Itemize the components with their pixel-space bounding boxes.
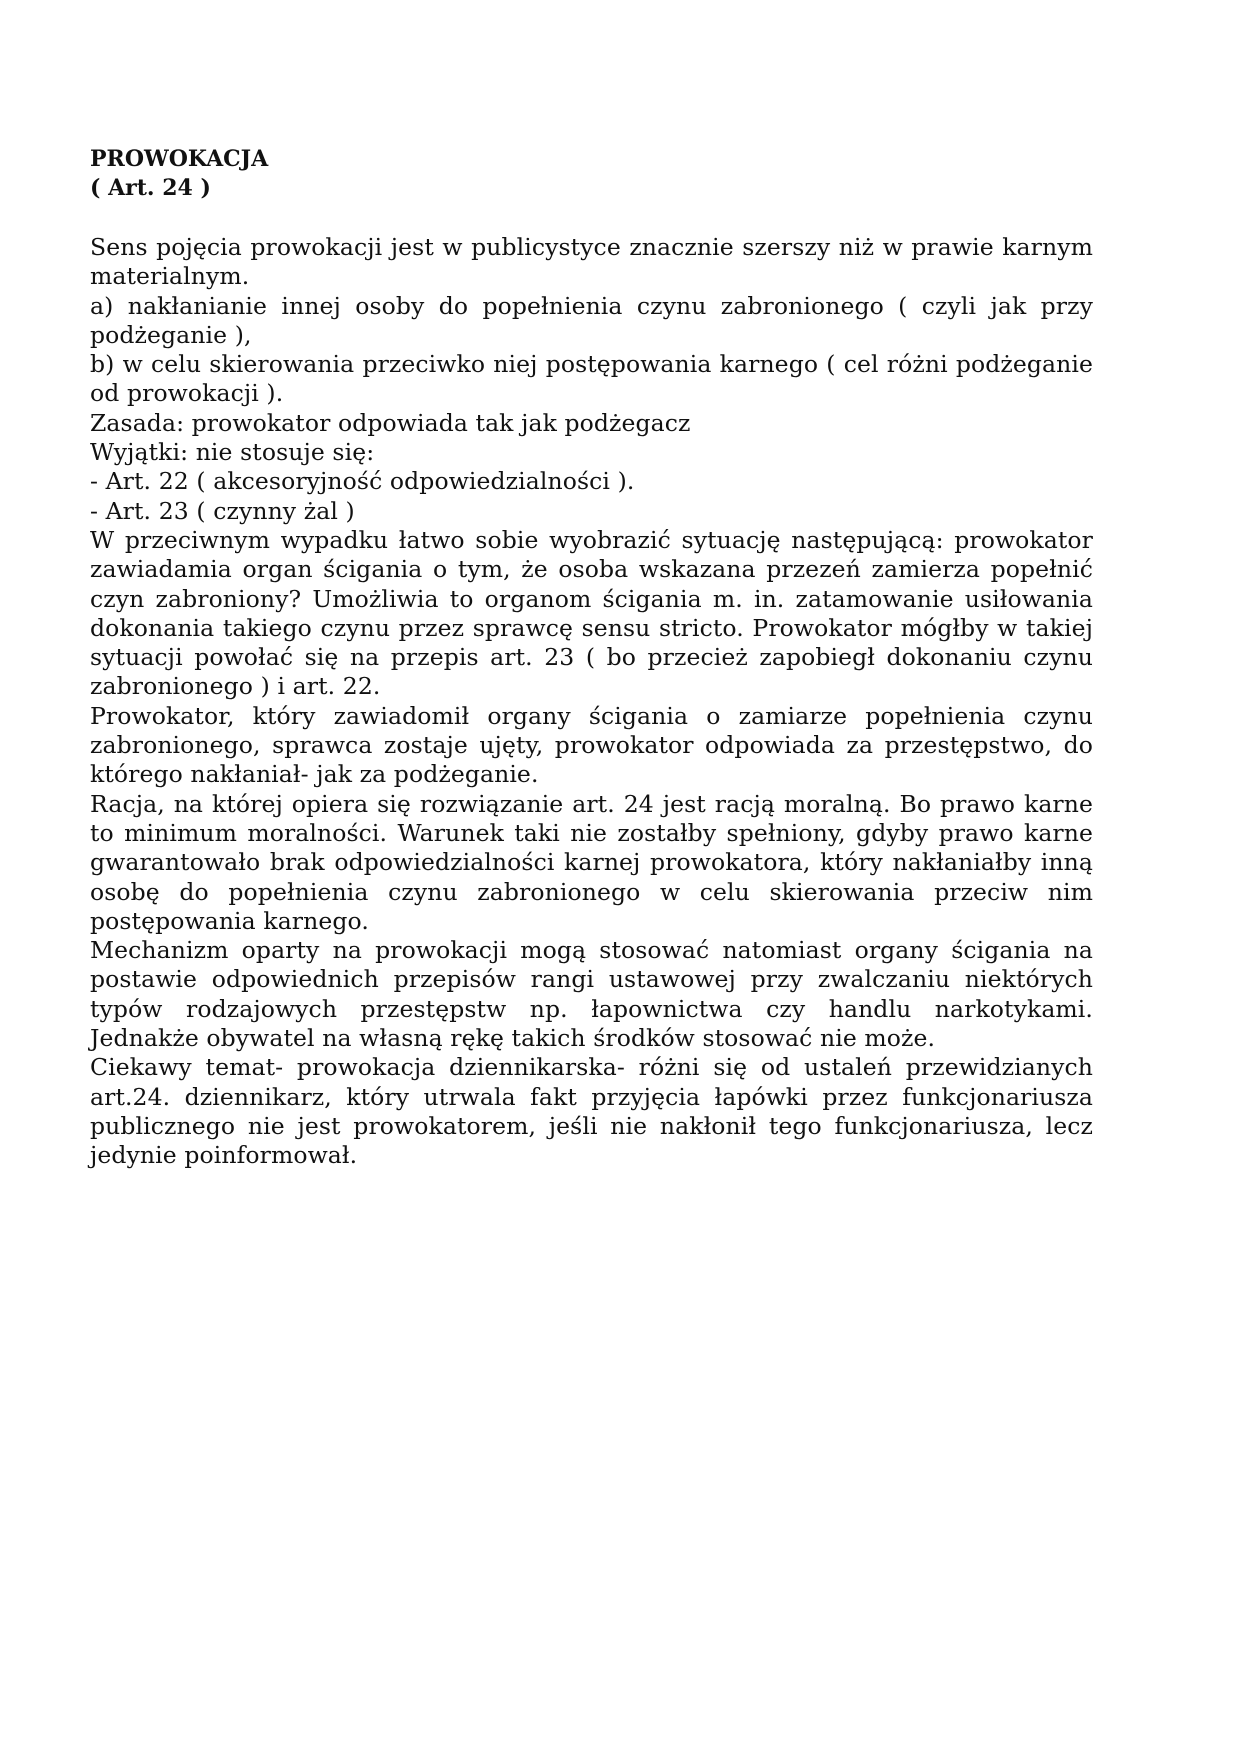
paragraph-rule: Zasada: prowokator odpowiada tak jak podżegacz xyxy=(90,408,691,437)
article-reference: ( Art. 24 ) xyxy=(90,175,211,201)
paragraph-provocateur: Prowokator, który zawiadomił organy ścigania o zamiarze popełnienia czynu zabronionego, sprawca zostaje ujęty, prowokator odpowiada za przestępstwo, do którego nakłaniał- jak za podżeganie. xyxy=(90,701,1093,789)
paragraph-point-b: b) w celu skierowania przeciwko niej postępowania karnego ( cel różni podżeganie od prowokacji ). xyxy=(90,350,1093,408)
paragraph-example: W przeciwnym wypadku łatwo sobie wyobrazić sytuację następującą: prowokator zawiadamia organ ścigania o tym, że osoba wskazana przezeń zamierza popełnić czyn zabroniony? Umożliwia to organom ścigania m. in. zatamowanie usiłowania dokonania takiego czynu przez sprawcę sensu stricto. Prowokator mógłby w takiej sytuacji powołać się na przepis art. 23 ( bo przecież zapobiegł dokonaniu czynu zabronionego ) i art. 22. xyxy=(90,525,1093,701)
paragraph-journalism: Ciekawy temat- prowokacja dziennikarska- różni się od ustaleń przewidzianych art.24. dziennikarz, który utrwala fakt przyjęcia łapówki przez funkcjonariusza publicznego nie jest prowokatorem, jeśli nie nakłonił tego funkcjonariusza, lecz jedynie poinformował. xyxy=(90,1053,1093,1170)
document-body xyxy=(90,145,1093,1171)
paragraph-exceptions: Wyjątki: nie stosuje się: xyxy=(90,438,375,467)
paragraph-intro: Sens pojęcia prowokacji jest w publicystyce znacznie szerszy niż w prawie karnym materialnym. xyxy=(90,233,1093,291)
paragraph-mechanism: Mechanizm oparty na prowokacji mogą stosować natomiast organy ścigania na postawie odpowiednich przepisów rangi ustawowej przy zwalczaniu niektórych typów rodzajowych przestępstw np. łapownictwa czy handlu narkotykami. Jednakże obywatel na własną rękę takich środków stosować nie może. xyxy=(90,936,1093,1053)
exception-item-art22: - Art. 22 ( akcesoryjność odpowiedzialności ). xyxy=(90,467,635,496)
spacer xyxy=(90,203,1093,233)
document-title: PROWOKACJA xyxy=(90,146,269,172)
paragraph-moral-reason: Racja, na której opiera się rozwiązanie art. 24 jest racją moralną. Bo prawo karne to minimum moralności. Warunek taki nie zostałby spełniony, gdyby prawo karne gwarantowało brak odpowiedzialności karnej prowokatora, który nakłaniałby inną osobę do popełnienia czynu zabronionego w celu skierowania przeciw nim postępowania karnego. xyxy=(90,789,1093,935)
paragraph-point-a: a) nakłanianie innej osoby do popełnienia czynu zabronionego ( czyli jak przy podżeganie ), xyxy=(90,291,1093,349)
exception-item-art23: - Art. 23 ( czynny żal ) xyxy=(90,496,355,525)
